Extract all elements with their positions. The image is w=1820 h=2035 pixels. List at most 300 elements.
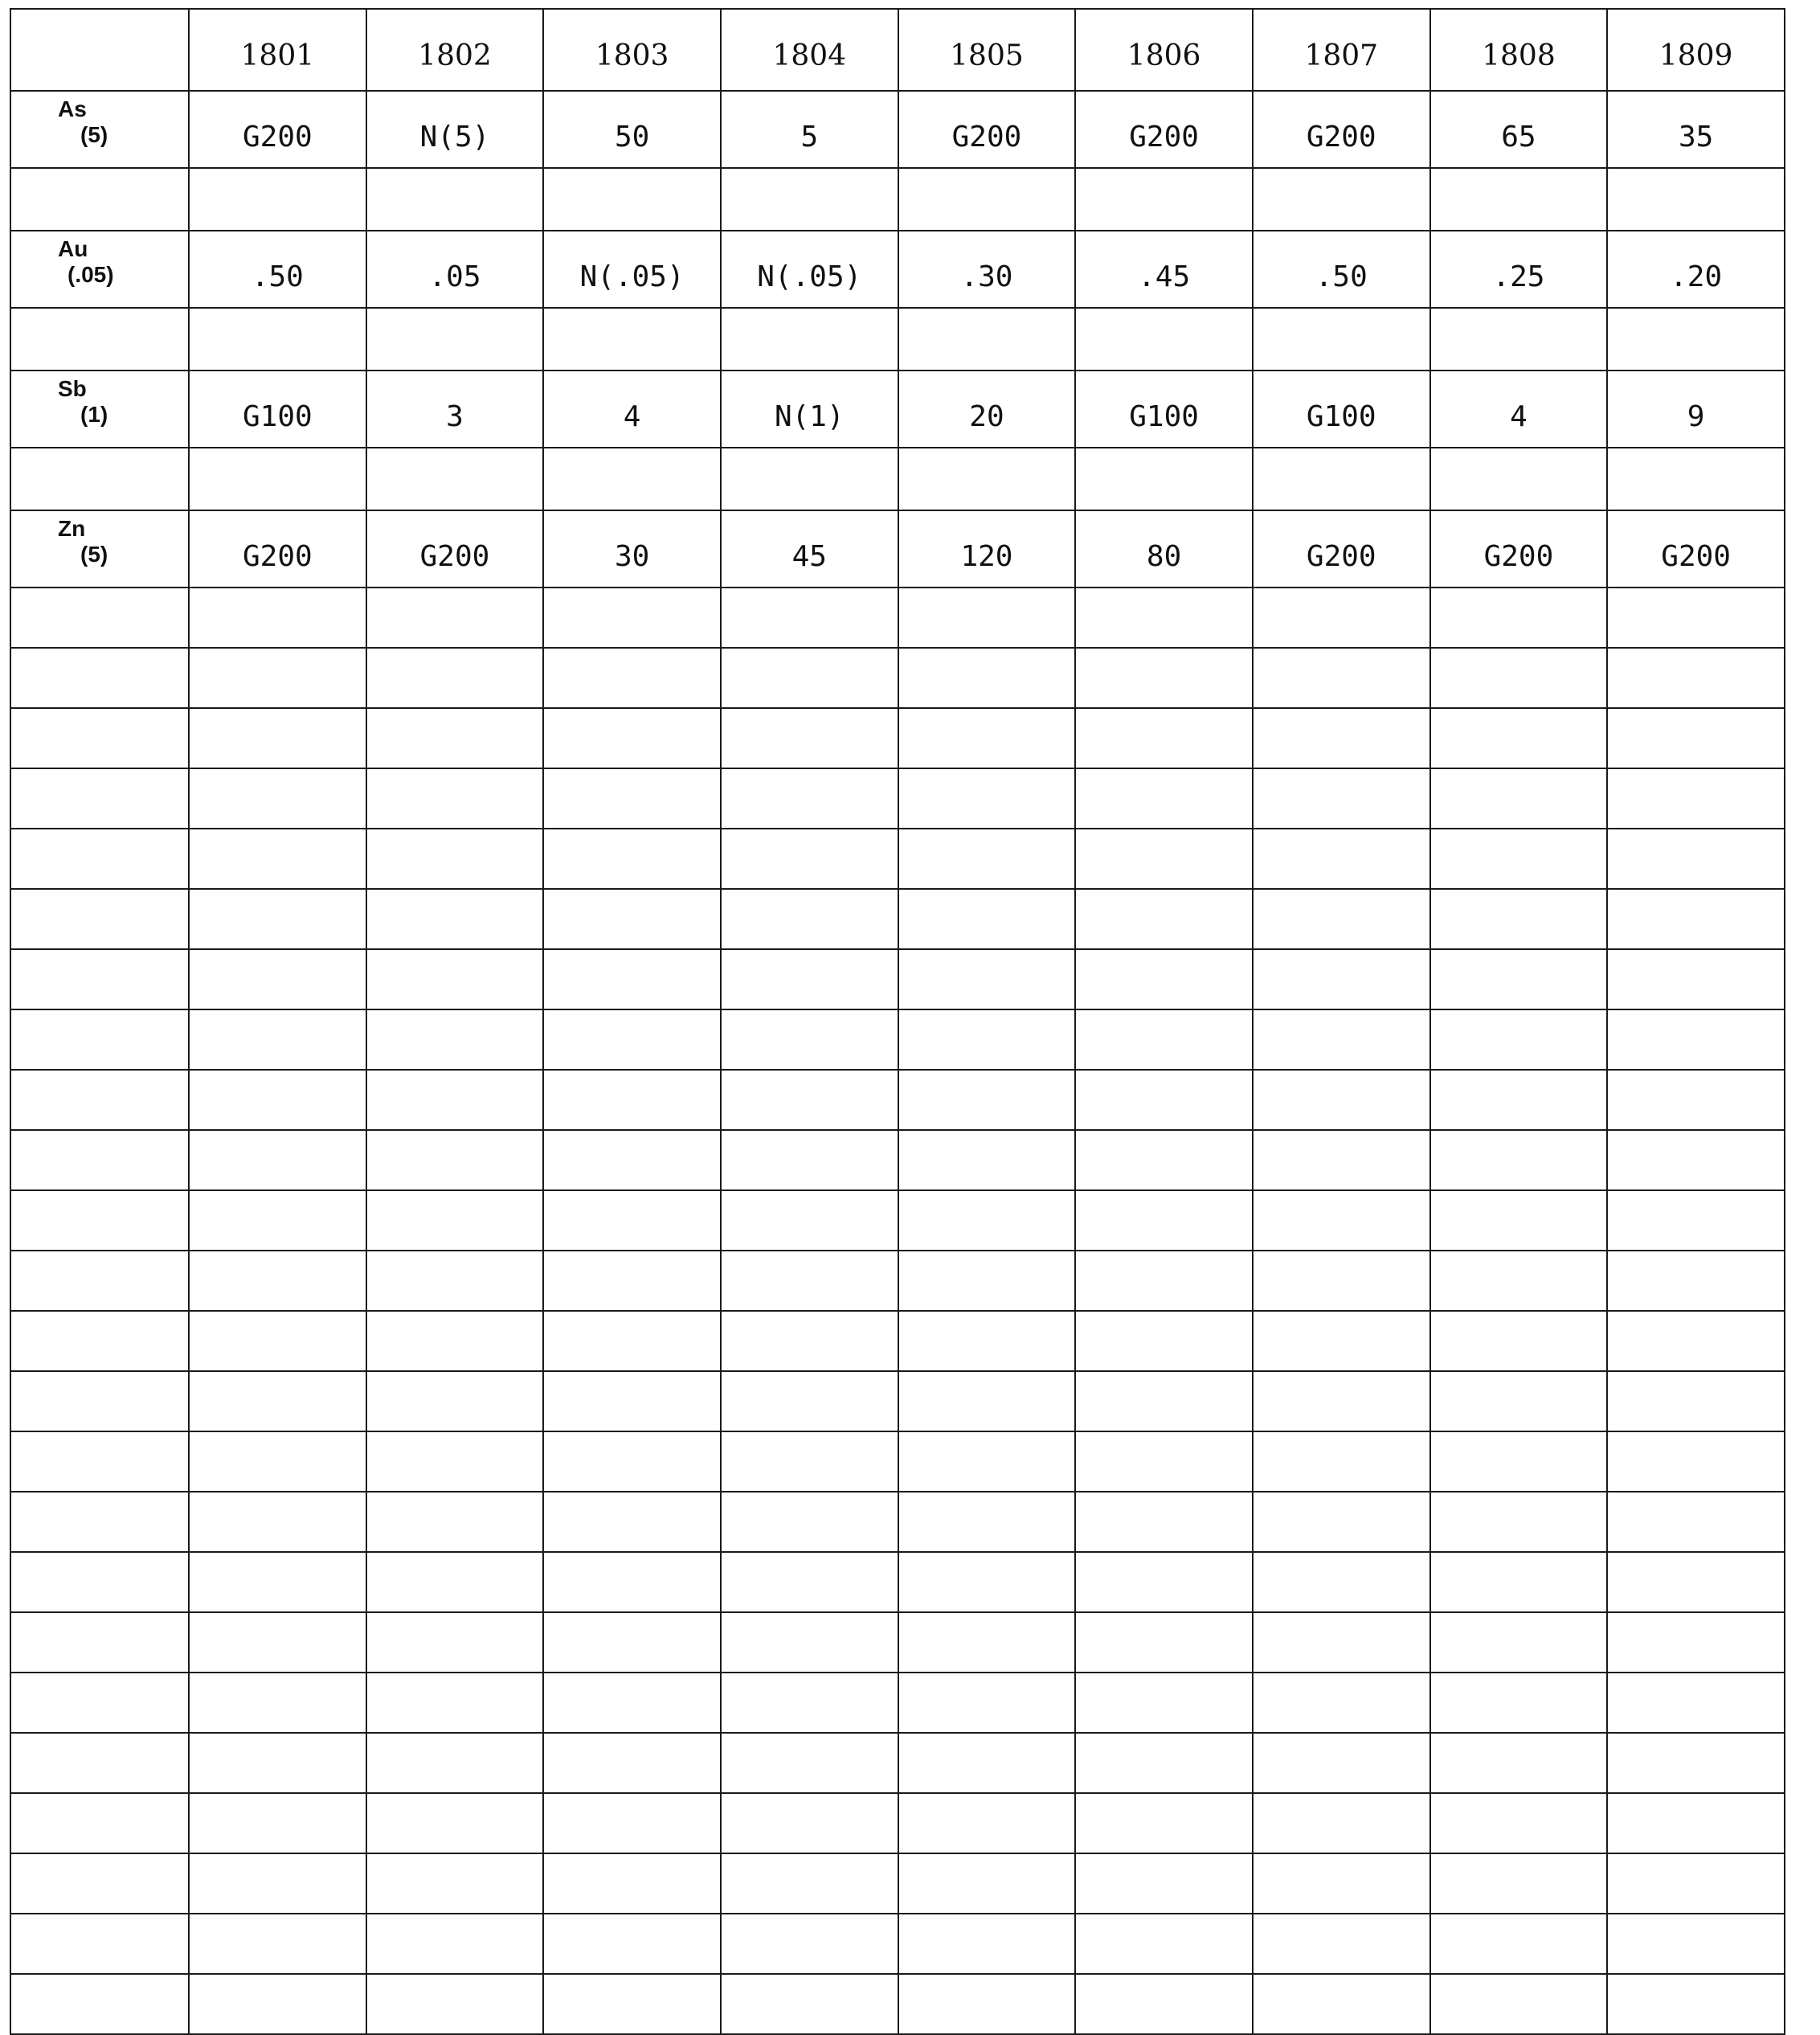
empty-cell bbox=[1253, 1431, 1430, 1492]
detection-limit: (5) bbox=[80, 122, 108, 147]
empty-cell bbox=[189, 1009, 366, 1070]
empty-cell bbox=[1253, 1673, 1430, 1733]
empty-cell bbox=[898, 1190, 1076, 1251]
empty-cell bbox=[1253, 1793, 1430, 1853]
empty-cell bbox=[189, 708, 366, 768]
empty-cell bbox=[366, 1130, 544, 1190]
empty-cell bbox=[1607, 889, 1785, 949]
empty-cell bbox=[1430, 889, 1608, 949]
value-cell: 80 bbox=[1075, 510, 1253, 588]
empty-cell bbox=[10, 1371, 189, 1431]
empty-cell bbox=[10, 1974, 189, 2034]
column-header: 1806 bbox=[1075, 9, 1253, 91]
empty-cell bbox=[189, 1190, 366, 1251]
empty-cell bbox=[543, 1431, 721, 1492]
empty-cell bbox=[189, 1974, 366, 2034]
element-row-au bbox=[10, 231, 1785, 308]
empty-cell bbox=[721, 1673, 898, 1733]
empty-cell bbox=[189, 1431, 366, 1492]
empty-cell bbox=[1253, 1853, 1430, 1914]
empty-cell bbox=[1607, 1733, 1785, 1793]
value-cell: 65 bbox=[1430, 91, 1608, 168]
empty-cell bbox=[1253, 1251, 1430, 1311]
empty-row bbox=[10, 1431, 1785, 1492]
empty-cell bbox=[543, 1853, 721, 1914]
element-symbol: Zn bbox=[58, 516, 86, 541]
empty-cell bbox=[189, 648, 366, 708]
empty-cell bbox=[1253, 1009, 1430, 1070]
empty-cell bbox=[1430, 1612, 1608, 1673]
empty-row bbox=[10, 1733, 1785, 1793]
empty-cell bbox=[721, 1793, 898, 1853]
empty-cell bbox=[543, 1673, 721, 1733]
empty-cell bbox=[1253, 1130, 1430, 1190]
empty-cell bbox=[10, 1853, 189, 1914]
empty-cell bbox=[1607, 1552, 1785, 1612]
empty-cell bbox=[1607, 588, 1785, 648]
element-row-zn bbox=[10, 510, 1785, 588]
empty-cell bbox=[1253, 648, 1430, 708]
empty-cell bbox=[1075, 1130, 1253, 1190]
empty-cell bbox=[721, 889, 898, 949]
empty-cell bbox=[898, 829, 1076, 889]
detection-limit: (1) bbox=[80, 402, 108, 427]
empty-cell bbox=[189, 1733, 366, 1793]
empty-cell bbox=[898, 1552, 1076, 1612]
empty-cell bbox=[721, 1311, 898, 1371]
empty-cell bbox=[898, 1431, 1076, 1492]
empty-cell bbox=[189, 1853, 366, 1914]
empty-cell bbox=[1075, 1974, 1253, 2034]
empty-cell bbox=[1607, 1673, 1785, 1733]
empty-cell bbox=[721, 1070, 898, 1130]
empty-cell bbox=[1607, 1009, 1785, 1070]
empty-row bbox=[10, 1190, 1785, 1251]
empty-row bbox=[10, 1673, 1785, 1733]
empty-cell bbox=[189, 1311, 366, 1371]
empty-cell bbox=[1075, 708, 1253, 768]
value-cell: 45 bbox=[721, 510, 898, 588]
empty-cell bbox=[366, 1793, 544, 1853]
empty-cell bbox=[1253, 768, 1430, 829]
empty-cell bbox=[10, 1492, 189, 1552]
value-cell: 4 bbox=[1430, 371, 1608, 448]
empty-cell bbox=[189, 1492, 366, 1552]
value-cell: G100 bbox=[189, 371, 366, 448]
empty-cell bbox=[10, 1431, 189, 1492]
empty-cell bbox=[1430, 708, 1608, 768]
empty-cell bbox=[543, 829, 721, 889]
empty-cell bbox=[721, 648, 898, 708]
row-label-sb bbox=[10, 371, 189, 448]
empty-cell bbox=[366, 1371, 544, 1431]
empty-row bbox=[10, 1552, 1785, 1612]
value-cell: G100 bbox=[1075, 371, 1253, 448]
empty-row bbox=[10, 1793, 1785, 1853]
empty-cell bbox=[721, 1612, 898, 1673]
value-cell: G200 bbox=[189, 510, 366, 588]
row-label-as bbox=[10, 91, 189, 168]
empty-cell bbox=[721, 1974, 898, 2034]
empty-cell bbox=[10, 708, 189, 768]
empty-cell bbox=[189, 588, 366, 648]
empty-cell bbox=[366, 1914, 544, 1974]
empty-cell bbox=[1253, 1733, 1430, 1793]
empty-cell bbox=[898, 768, 1076, 829]
empty-cell bbox=[1253, 1914, 1430, 1974]
empty-cell bbox=[366, 1853, 544, 1914]
column-header: 1801 bbox=[189, 9, 366, 91]
empty-cell bbox=[1430, 1070, 1608, 1130]
value-cell: G200 bbox=[1075, 91, 1253, 168]
empty-cell bbox=[1075, 1673, 1253, 1733]
empty-cell bbox=[721, 1492, 898, 1552]
empty-cell bbox=[721, 949, 898, 1009]
empty-cell bbox=[1253, 1371, 1430, 1431]
value-cell: .50 bbox=[1253, 231, 1430, 308]
empty-cell bbox=[543, 1492, 721, 1552]
value-cell: .20 bbox=[1607, 231, 1785, 308]
value-cell: 35 bbox=[1607, 91, 1785, 168]
empty-cell bbox=[1253, 1492, 1430, 1552]
empty-cell bbox=[898, 1733, 1076, 1793]
empty-cell bbox=[1075, 1371, 1253, 1431]
empty-cell bbox=[1607, 1974, 1785, 2034]
empty-cell bbox=[366, 708, 544, 768]
element-symbol: Au bbox=[58, 236, 88, 261]
empty-cell bbox=[1075, 889, 1253, 949]
empty-cell bbox=[721, 1130, 898, 1190]
value-cell: 5 bbox=[721, 91, 898, 168]
value-cell: .25 bbox=[1430, 231, 1608, 308]
value-cell: .45 bbox=[1075, 231, 1253, 308]
value-cell: .05 bbox=[366, 231, 544, 308]
empty-cell bbox=[189, 768, 366, 829]
empty-cell bbox=[366, 1612, 544, 1673]
empty-cell bbox=[366, 1974, 544, 2034]
empty-cell bbox=[1607, 1492, 1785, 1552]
column-header: 1804 bbox=[721, 9, 898, 91]
empty-row bbox=[10, 1009, 1785, 1070]
column-header: 1805 bbox=[898, 9, 1076, 91]
empty-cell bbox=[898, 889, 1076, 949]
empty-cell bbox=[366, 1190, 544, 1251]
empty-cell bbox=[543, 1311, 721, 1371]
column-header: 1809 bbox=[1607, 9, 1785, 91]
empty-row bbox=[10, 588, 1785, 648]
empty-cell bbox=[1075, 1793, 1253, 1853]
column-header: 1807 bbox=[1253, 9, 1430, 91]
empty-row bbox=[10, 1492, 1785, 1552]
empty-cell bbox=[543, 1914, 721, 1974]
detection-limit: (5) bbox=[80, 542, 108, 567]
empty-cell bbox=[1430, 588, 1608, 648]
empty-cell bbox=[1253, 708, 1430, 768]
empty-cell bbox=[10, 1733, 189, 1793]
empty-cell bbox=[1075, 1612, 1253, 1673]
empty-row bbox=[10, 1612, 1785, 1673]
empty-cell bbox=[898, 1612, 1076, 1673]
empty-cell bbox=[10, 1552, 189, 1612]
empty-cell bbox=[10, 1070, 189, 1130]
empty-cell bbox=[1253, 889, 1430, 949]
analysis-results-table bbox=[10, 8, 1785, 2035]
empty-cell bbox=[1075, 1190, 1253, 1251]
element-symbol: As bbox=[58, 96, 87, 121]
value-cell: G200 bbox=[1253, 91, 1430, 168]
empty-row bbox=[10, 1070, 1785, 1130]
empty-cell bbox=[543, 1974, 721, 2034]
empty-row bbox=[10, 1853, 1785, 1914]
empty-cell bbox=[10, 1009, 189, 1070]
empty-cell bbox=[10, 1793, 189, 1853]
empty-cell bbox=[1607, 829, 1785, 889]
empty-cell bbox=[1430, 768, 1608, 829]
empty-cell bbox=[10, 1130, 189, 1190]
empty-cell bbox=[1607, 648, 1785, 708]
empty-cell bbox=[1075, 1733, 1253, 1793]
empty-cell bbox=[189, 1552, 366, 1612]
empty-cell bbox=[898, 588, 1076, 648]
empty-cell bbox=[10, 768, 189, 829]
empty-cell bbox=[543, 1070, 721, 1130]
empty-cell bbox=[721, 1431, 898, 1492]
empty-row bbox=[10, 949, 1785, 1009]
empty-cell bbox=[1075, 1009, 1253, 1070]
header-row bbox=[10, 9, 1785, 91]
empty-cell bbox=[1253, 1612, 1430, 1673]
empty-cell bbox=[898, 708, 1076, 768]
empty-cell bbox=[1430, 1251, 1608, 1311]
empty-cell bbox=[721, 1853, 898, 1914]
empty-cell bbox=[10, 889, 189, 949]
empty-row bbox=[10, 708, 1785, 768]
empty-cell bbox=[543, 1793, 721, 1853]
column-header: 1803 bbox=[543, 9, 721, 91]
empty-cell bbox=[1607, 768, 1785, 829]
empty-cell bbox=[1075, 1311, 1253, 1371]
empty-cell bbox=[10, 1190, 189, 1251]
empty-cell bbox=[1430, 1492, 1608, 1552]
empty-cell bbox=[1607, 1853, 1785, 1914]
empty-cell bbox=[543, 1009, 721, 1070]
empty-row bbox=[10, 1311, 1785, 1371]
empty-row bbox=[10, 1371, 1785, 1431]
spacer-row bbox=[10, 448, 1785, 510]
empty-cell bbox=[721, 1552, 898, 1612]
empty-cell bbox=[189, 1612, 366, 1673]
empty-cell bbox=[543, 949, 721, 1009]
spacer-row bbox=[10, 308, 1785, 371]
empty-cell bbox=[1430, 1793, 1608, 1853]
empty-cell bbox=[543, 1251, 721, 1311]
empty-cell bbox=[543, 1733, 721, 1793]
row-label-zn bbox=[10, 510, 189, 588]
empty-cell bbox=[10, 829, 189, 889]
empty-cell bbox=[898, 1371, 1076, 1431]
empty-cell bbox=[898, 1070, 1076, 1130]
empty-cell bbox=[1075, 829, 1253, 889]
empty-cell bbox=[1430, 1673, 1608, 1733]
empty-cell bbox=[366, 949, 544, 1009]
row-label-au bbox=[10, 231, 189, 308]
empty-cell bbox=[1607, 1070, 1785, 1130]
value-cell: N(5) bbox=[366, 91, 544, 168]
empty-cell bbox=[1607, 1130, 1785, 1190]
empty-cell bbox=[543, 1130, 721, 1190]
empty-cell bbox=[1430, 829, 1608, 889]
empty-cell bbox=[10, 648, 189, 708]
empty-cell bbox=[721, 1190, 898, 1251]
empty-cell bbox=[1430, 648, 1608, 708]
empty-cell bbox=[898, 1793, 1076, 1853]
empty-cell bbox=[1253, 1974, 1430, 2034]
value-cell: G200 bbox=[189, 91, 366, 168]
value-cell: 9 bbox=[1607, 371, 1785, 448]
empty-cell bbox=[1430, 1311, 1608, 1371]
empty-cell bbox=[189, 829, 366, 889]
empty-cell bbox=[366, 648, 544, 708]
empty-cell bbox=[1430, 1974, 1608, 2034]
detection-limit: (.05) bbox=[67, 262, 114, 287]
corner-cell bbox=[10, 9, 189, 91]
empty-cell bbox=[189, 1251, 366, 1311]
empty-cell bbox=[10, 949, 189, 1009]
empty-row bbox=[10, 648, 1785, 708]
value-cell: 4 bbox=[543, 371, 721, 448]
empty-cell bbox=[1075, 1251, 1253, 1311]
value-cell: G200 bbox=[366, 510, 544, 588]
empty-cell bbox=[1607, 949, 1785, 1009]
empty-row bbox=[10, 1914, 1785, 1974]
empty-cell bbox=[898, 1914, 1076, 1974]
empty-cell bbox=[1075, 588, 1253, 648]
empty-cell bbox=[189, 1070, 366, 1130]
empty-cell bbox=[1430, 1552, 1608, 1612]
empty-cell bbox=[898, 1853, 1076, 1914]
empty-cell bbox=[1607, 1311, 1785, 1371]
element-row-sb bbox=[10, 371, 1785, 448]
empty-cell bbox=[543, 648, 721, 708]
empty-cell bbox=[189, 949, 366, 1009]
empty-cell bbox=[1607, 1612, 1785, 1673]
empty-cell bbox=[721, 1251, 898, 1311]
empty-cell bbox=[1253, 829, 1430, 889]
empty-cell bbox=[1607, 1793, 1785, 1853]
empty-cell bbox=[366, 1733, 544, 1793]
empty-cell bbox=[10, 1914, 189, 1974]
empty-cell bbox=[10, 588, 189, 648]
value-cell: G200 bbox=[1430, 510, 1608, 588]
empty-cell bbox=[1430, 1371, 1608, 1431]
empty-cell bbox=[1607, 1190, 1785, 1251]
empty-cell bbox=[1430, 1130, 1608, 1190]
empty-cell bbox=[898, 1009, 1076, 1070]
empty-cell bbox=[543, 1612, 721, 1673]
value-cell: G200 bbox=[1253, 510, 1430, 588]
empty-cell bbox=[366, 1492, 544, 1552]
empty-cell bbox=[1430, 949, 1608, 1009]
empty-row bbox=[10, 1251, 1785, 1311]
empty-cell bbox=[366, 1070, 544, 1130]
empty-cell bbox=[1253, 1190, 1430, 1251]
empty-cell bbox=[721, 708, 898, 768]
empty-cell bbox=[1253, 588, 1430, 648]
empty-row bbox=[10, 829, 1785, 889]
empty-cell bbox=[898, 1492, 1076, 1552]
empty-cell bbox=[366, 1009, 544, 1070]
column-header: 1802 bbox=[366, 9, 544, 91]
empty-cell bbox=[1253, 949, 1430, 1009]
empty-cell bbox=[1253, 1070, 1430, 1130]
empty-cell bbox=[1430, 1853, 1608, 1914]
empty-cell bbox=[543, 588, 721, 648]
empty-cell bbox=[543, 708, 721, 768]
empty-cell bbox=[543, 1371, 721, 1431]
empty-cell bbox=[366, 1431, 544, 1492]
empty-cell bbox=[1430, 1431, 1608, 1492]
empty-cell bbox=[898, 1311, 1076, 1371]
empty-row bbox=[10, 1130, 1785, 1190]
empty-cell bbox=[366, 768, 544, 829]
empty-cell bbox=[1607, 1251, 1785, 1311]
empty-cell bbox=[10, 1673, 189, 1733]
value-cell: G100 bbox=[1253, 371, 1430, 448]
empty-cell bbox=[1430, 1914, 1608, 1974]
empty-cell bbox=[1253, 1311, 1430, 1371]
empty-cell bbox=[1075, 1492, 1253, 1552]
value-cell: N(.05) bbox=[721, 231, 898, 308]
empty-row bbox=[10, 768, 1785, 829]
value-cell: 120 bbox=[898, 510, 1076, 588]
empty-cell bbox=[543, 1190, 721, 1251]
empty-cell bbox=[1607, 708, 1785, 768]
empty-cell bbox=[1075, 768, 1253, 829]
empty-cell bbox=[721, 1009, 898, 1070]
empty-cell bbox=[898, 949, 1076, 1009]
empty-cell bbox=[1430, 1190, 1608, 1251]
value-cell: 20 bbox=[898, 371, 1076, 448]
value-cell: 3 bbox=[366, 371, 544, 448]
empty-row bbox=[10, 1974, 1785, 2034]
empty-cell bbox=[721, 829, 898, 889]
empty-cell bbox=[898, 1130, 1076, 1190]
empty-cell bbox=[366, 829, 544, 889]
value-cell: 30 bbox=[543, 510, 721, 588]
empty-cell bbox=[1075, 1070, 1253, 1130]
empty-cell bbox=[189, 1371, 366, 1431]
empty-cell bbox=[721, 1733, 898, 1793]
empty-cell bbox=[721, 1371, 898, 1431]
empty-cell bbox=[543, 1552, 721, 1612]
empty-cell bbox=[1607, 1431, 1785, 1492]
empty-cell bbox=[10, 1251, 189, 1311]
empty-cell bbox=[189, 1130, 366, 1190]
empty-cell bbox=[1253, 1552, 1430, 1612]
empty-cell bbox=[10, 1311, 189, 1371]
empty-cell bbox=[366, 588, 544, 648]
value-cell: .30 bbox=[898, 231, 1076, 308]
empty-cell bbox=[721, 768, 898, 829]
element-symbol: Sb bbox=[58, 376, 87, 401]
empty-cell bbox=[366, 1552, 544, 1612]
spacer-row bbox=[10, 168, 1785, 231]
empty-cell bbox=[1607, 1914, 1785, 1974]
empty-cell bbox=[366, 889, 544, 949]
empty-cell bbox=[366, 1251, 544, 1311]
column-header: 1808 bbox=[1430, 9, 1608, 91]
empty-cell bbox=[1075, 1431, 1253, 1492]
